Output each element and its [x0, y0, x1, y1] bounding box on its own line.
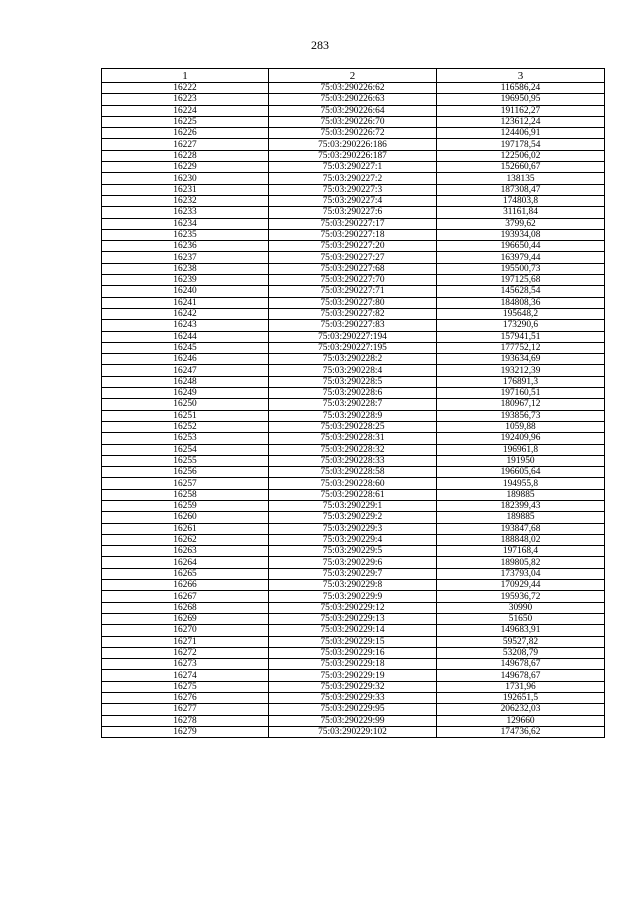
row-number-cell: 16253 — [102, 433, 269, 444]
value-cell: 197178,54 — [437, 139, 605, 150]
value-cell: 174736,62 — [437, 726, 605, 737]
cadastral-number-cell: 75:03:290226:186 — [269, 139, 437, 150]
value-cell: 138135 — [437, 173, 605, 184]
cadastral-number-cell: 75:03:290227:83 — [269, 320, 437, 331]
cadastral-number-cell: 75:03:290226:70 — [269, 116, 437, 127]
row-number-cell: 16224 — [102, 105, 269, 116]
value-cell: 191950 — [437, 455, 605, 466]
row-number-cell: 16272 — [102, 647, 269, 658]
row-number-cell: 16265 — [102, 568, 269, 579]
table-row — [102, 410, 605, 421]
value-cell: 193634,69 — [437, 354, 605, 365]
table-row — [102, 105, 605, 116]
table-row — [102, 636, 605, 647]
cadastral-number-cell: 75:03:290229:8 — [269, 580, 437, 591]
row-number-cell: 16279 — [102, 726, 269, 737]
table-header — [102, 69, 605, 83]
row-number-cell: 16222 — [102, 83, 269, 94]
row-number-cell: 16263 — [102, 546, 269, 557]
value-cell: 206232,03 — [437, 704, 605, 715]
value-cell: 197125,68 — [437, 275, 605, 286]
row-number-cell: 16236 — [102, 241, 269, 252]
value-cell: 1731,96 — [437, 681, 605, 692]
value-cell: 193212,39 — [437, 365, 605, 376]
value-cell: 195648,2 — [437, 308, 605, 319]
value-cell: 129660 — [437, 715, 605, 726]
cadastral-number-cell: 75:03:290227:4 — [269, 195, 437, 206]
table-row — [102, 83, 605, 94]
table-row — [102, 478, 605, 489]
row-number-cell: 16223 — [102, 94, 269, 105]
value-cell: 176891,3 — [437, 376, 605, 387]
cadastral-number-cell: 75:03:290228:33 — [269, 455, 437, 466]
row-number-cell: 16251 — [102, 410, 269, 421]
value-cell: 196650,44 — [437, 241, 605, 252]
value-cell: 174803,8 — [437, 195, 605, 206]
column-header-3: 3 — [437, 69, 605, 83]
value-cell: 1059,88 — [437, 421, 605, 432]
table-row — [102, 399, 605, 410]
column-header-1: 1 — [102, 69, 269, 83]
cadastral-number-cell: 75:03:290228:61 — [269, 489, 437, 500]
value-cell: 51650 — [437, 613, 605, 624]
value-cell: 197168,4 — [437, 546, 605, 557]
table-row — [102, 681, 605, 692]
cadastral-number-cell: 75:03:290227:2 — [269, 173, 437, 184]
table-row — [102, 331, 605, 342]
value-cell: 152660,67 — [437, 162, 605, 173]
table-row — [102, 128, 605, 139]
row-number-cell: 16234 — [102, 218, 269, 229]
value-cell: 145628,54 — [437, 286, 605, 297]
value-cell: 170929,44 — [437, 580, 605, 591]
table-row — [102, 670, 605, 681]
table-row — [102, 207, 605, 218]
row-number-cell: 16250 — [102, 399, 269, 410]
table-row — [102, 500, 605, 511]
value-cell: 123612,24 — [437, 116, 605, 127]
row-number-cell: 16275 — [102, 681, 269, 692]
row-number-cell: 16257 — [102, 478, 269, 489]
cadastral-number-cell: 75:03:290229:3 — [269, 523, 437, 534]
value-cell: 197160,51 — [437, 388, 605, 399]
cadastral-number-cell: 75:03:290229:95 — [269, 704, 437, 715]
table-row — [102, 433, 605, 444]
data-table — [101, 68, 605, 738]
cadastral-number-cell: 75:03:290228:60 — [269, 478, 437, 489]
cadastral-number-cell: 75:03:290226:64 — [269, 105, 437, 116]
table-row — [102, 715, 605, 726]
table-row — [102, 320, 605, 331]
value-cell: 149678,67 — [437, 659, 605, 670]
cadastral-number-cell: 75:03:290228:7 — [269, 399, 437, 410]
cadastral-number-cell: 75:03:290229:12 — [269, 602, 437, 613]
value-cell: 193856,73 — [437, 410, 605, 421]
row-number-cell: 16237 — [102, 252, 269, 263]
cadastral-number-cell: 75:03:290227:82 — [269, 308, 437, 319]
cadastral-number-cell: 75:03:290229:9 — [269, 591, 437, 602]
row-number-cell: 16233 — [102, 207, 269, 218]
value-cell: 196961,8 — [437, 444, 605, 455]
cadastral-number-cell: 75:03:290227:6 — [269, 207, 437, 218]
cadastral-number-cell: 75:03:290229:5 — [269, 546, 437, 557]
value-cell: 53208,79 — [437, 647, 605, 658]
cadastral-number-cell: 75:03:290227:195 — [269, 342, 437, 353]
table-row — [102, 342, 605, 353]
row-number-cell: 16276 — [102, 693, 269, 704]
value-cell: 189885 — [437, 512, 605, 523]
value-cell: 180967,12 — [437, 399, 605, 410]
row-number-cell: 16274 — [102, 670, 269, 681]
row-number-cell: 16246 — [102, 354, 269, 365]
cadastral-number-cell: 75:03:290229:15 — [269, 636, 437, 647]
cadastral-number-cell: 75:03:290229:18 — [269, 659, 437, 670]
cadastral-number-cell: 75:03:290228:5 — [269, 376, 437, 387]
value-cell: 188848,02 — [437, 534, 605, 545]
cadastral-number-cell: 75:03:290229:102 — [269, 726, 437, 737]
table-row — [102, 139, 605, 150]
value-cell: 184808,36 — [437, 297, 605, 308]
value-cell: 193934,08 — [437, 229, 605, 240]
table-row — [102, 444, 605, 455]
cadastral-number-cell: 75:03:290229:6 — [269, 557, 437, 568]
value-cell: 173793,04 — [437, 568, 605, 579]
value-cell: 191162,27 — [437, 105, 605, 116]
value-cell: 124406,91 — [437, 128, 605, 139]
cadastral-number-cell: 75:03:290227:1 — [269, 162, 437, 173]
row-number-cell: 16262 — [102, 534, 269, 545]
cadastral-number-cell: 75:03:290228:9 — [269, 410, 437, 421]
cadastral-number-cell: 75:03:290227:17 — [269, 218, 437, 229]
row-number-cell: 16258 — [102, 489, 269, 500]
value-cell: 31161,84 — [437, 207, 605, 218]
cadastral-number-cell: 75:03:290228:32 — [269, 444, 437, 455]
row-number-cell: 16267 — [102, 591, 269, 602]
table-row — [102, 297, 605, 308]
cadastral-number-cell: 75:03:290229:13 — [269, 613, 437, 624]
value-cell: 122506,02 — [437, 150, 605, 161]
cadastral-number-cell: 75:03:290228:25 — [269, 421, 437, 432]
cadastral-number-cell: 75:03:290226:63 — [269, 94, 437, 105]
table-row — [102, 376, 605, 387]
table-row — [102, 263, 605, 274]
row-number-cell: 16254 — [102, 444, 269, 455]
value-cell: 187308,47 — [437, 184, 605, 195]
value-cell: 157941,51 — [437, 331, 605, 342]
row-number-cell: 16270 — [102, 625, 269, 636]
table-row — [102, 275, 605, 286]
table-row — [102, 354, 605, 365]
cadastral-number-cell: 75:03:290227:18 — [269, 229, 437, 240]
row-number-cell: 16242 — [102, 308, 269, 319]
row-number-cell: 16243 — [102, 320, 269, 331]
row-number-cell: 16238 — [102, 263, 269, 274]
cadastral-number-cell: 75:03:290227:70 — [269, 275, 437, 286]
table-row — [102, 94, 605, 105]
cadastral-number-cell: 75:03:290228:31 — [269, 433, 437, 444]
cadastral-number-cell: 75:03:290227:20 — [269, 241, 437, 252]
table-row — [102, 568, 605, 579]
value-cell: 189805,82 — [437, 557, 605, 568]
table-row — [102, 534, 605, 545]
row-number-cell: 16252 — [102, 421, 269, 432]
cadastral-number-cell: 75:03:290229:7 — [269, 568, 437, 579]
value-cell: 149683,91 — [437, 625, 605, 636]
value-cell: 59527,82 — [437, 636, 605, 647]
row-number-cell: 16256 — [102, 467, 269, 478]
row-number-cell: 16228 — [102, 150, 269, 161]
table-row — [102, 704, 605, 715]
value-cell: 189885 — [437, 489, 605, 500]
cadastral-number-cell: 75:03:290229:14 — [269, 625, 437, 636]
table-row — [102, 647, 605, 658]
table-row — [102, 421, 605, 432]
value-cell: 163979,44 — [437, 252, 605, 263]
table-row — [102, 455, 605, 466]
row-number-cell: 16225 — [102, 116, 269, 127]
table-row — [102, 116, 605, 127]
table-row — [102, 546, 605, 557]
value-cell: 182399,43 — [437, 500, 605, 511]
table-row — [102, 195, 605, 206]
table-row — [102, 173, 605, 184]
header-row — [102, 69, 605, 83]
table-row — [102, 162, 605, 173]
cadastral-number-cell: 75:03:290227:27 — [269, 252, 437, 263]
value-cell: 149678,67 — [437, 670, 605, 681]
table-row — [102, 693, 605, 704]
row-number-cell: 16244 — [102, 331, 269, 342]
row-number-cell: 16226 — [102, 128, 269, 139]
table-row — [102, 557, 605, 568]
table-row — [102, 512, 605, 523]
value-cell: 194955,8 — [437, 478, 605, 489]
table-row — [102, 184, 605, 195]
table-row — [102, 580, 605, 591]
row-number-cell: 16255 — [102, 455, 269, 466]
cadastral-number-cell: 75:03:290229:32 — [269, 681, 437, 692]
row-number-cell: 16241 — [102, 297, 269, 308]
value-cell: 193847,68 — [437, 523, 605, 534]
cadastral-number-cell: 75:03:290226:62 — [269, 83, 437, 94]
table-row — [102, 388, 605, 399]
value-cell: 173290,6 — [437, 320, 605, 331]
column-header-2: 2 — [269, 69, 437, 83]
table-row — [102, 523, 605, 534]
value-cell: 177752,12 — [437, 342, 605, 353]
row-number-cell: 16248 — [102, 376, 269, 387]
row-number-cell: 16235 — [102, 229, 269, 240]
cadastral-number-cell: 75:03:290229:99 — [269, 715, 437, 726]
table-row — [102, 602, 605, 613]
cadastral-number-cell: 75:03:290229:4 — [269, 534, 437, 545]
cadastral-number-cell: 75:03:290227:80 — [269, 297, 437, 308]
cadastral-number-cell: 75:03:290229:33 — [269, 693, 437, 704]
value-cell: 3799,62 — [437, 218, 605, 229]
cadastral-number-cell: 75:03:290228:4 — [269, 365, 437, 376]
table-row — [102, 241, 605, 252]
value-cell: 192409,96 — [437, 433, 605, 444]
table-row — [102, 229, 605, 240]
row-number-cell: 16231 — [102, 184, 269, 195]
value-cell: 30990 — [437, 602, 605, 613]
row-number-cell: 16278 — [102, 715, 269, 726]
row-number-cell: 16240 — [102, 286, 269, 297]
value-cell: 196950,95 — [437, 94, 605, 105]
value-cell: 196605,64 — [437, 467, 605, 478]
cadastral-number-cell: 75:03:290228:6 — [269, 388, 437, 399]
row-number-cell: 16277 — [102, 704, 269, 715]
value-cell: 195500,73 — [437, 263, 605, 274]
row-number-cell: 16249 — [102, 388, 269, 399]
table-row — [102, 625, 605, 636]
page-number: 283 — [311, 38, 329, 52]
row-number-cell: 16264 — [102, 557, 269, 568]
row-number-cell: 16230 — [102, 173, 269, 184]
row-number-cell: 16268 — [102, 602, 269, 613]
table-row — [102, 365, 605, 376]
row-number-cell: 16227 — [102, 139, 269, 150]
table-row — [102, 286, 605, 297]
row-number-cell: 16259 — [102, 500, 269, 511]
table-row — [102, 489, 605, 500]
cadastral-number-cell: 75:03:290228:58 — [269, 467, 437, 478]
row-number-cell: 16261 — [102, 523, 269, 534]
cadastral-number-cell: 75:03:290227:68 — [269, 263, 437, 274]
row-number-cell: 16229 — [102, 162, 269, 173]
row-number-cell: 16245 — [102, 342, 269, 353]
cadastral-number-cell: 75:03:290228:2 — [269, 354, 437, 365]
value-cell: 192651,5 — [437, 693, 605, 704]
table-row — [102, 218, 605, 229]
row-number-cell: 16271 — [102, 636, 269, 647]
value-cell: 116586,24 — [437, 83, 605, 94]
cadastral-number-cell: 75:03:290229:2 — [269, 512, 437, 523]
cadastral-number-cell: 75:03:290229:16 — [269, 647, 437, 658]
row-number-cell: 16247 — [102, 365, 269, 376]
cadastral-number-cell: 75:03:290229:1 — [269, 500, 437, 511]
cadastral-number-cell: 75:03:290229:19 — [269, 670, 437, 681]
row-number-cell: 16239 — [102, 275, 269, 286]
table-row — [102, 252, 605, 263]
row-number-cell: 16273 — [102, 659, 269, 670]
table-row — [102, 613, 605, 624]
row-number-cell: 16260 — [102, 512, 269, 523]
row-number-cell: 16232 — [102, 195, 269, 206]
table-row — [102, 467, 605, 478]
row-number-cell: 16269 — [102, 613, 269, 624]
table-row — [102, 591, 605, 602]
cadastral-number-cell: 75:03:290227:71 — [269, 286, 437, 297]
table-row — [102, 726, 605, 737]
row-number-cell: 16266 — [102, 580, 269, 591]
cadastral-number-cell: 75:03:290226:187 — [269, 150, 437, 161]
cadastral-number-cell: 75:03:290226:72 — [269, 128, 437, 139]
value-cell: 195936,72 — [437, 591, 605, 602]
table-body — [102, 83, 605, 738]
table-row — [102, 308, 605, 319]
cadastral-number-cell: 75:03:290227:194 — [269, 331, 437, 342]
cadastral-number-cell: 75:03:290227:3 — [269, 184, 437, 195]
table-row — [102, 659, 605, 670]
table-row — [102, 150, 605, 161]
